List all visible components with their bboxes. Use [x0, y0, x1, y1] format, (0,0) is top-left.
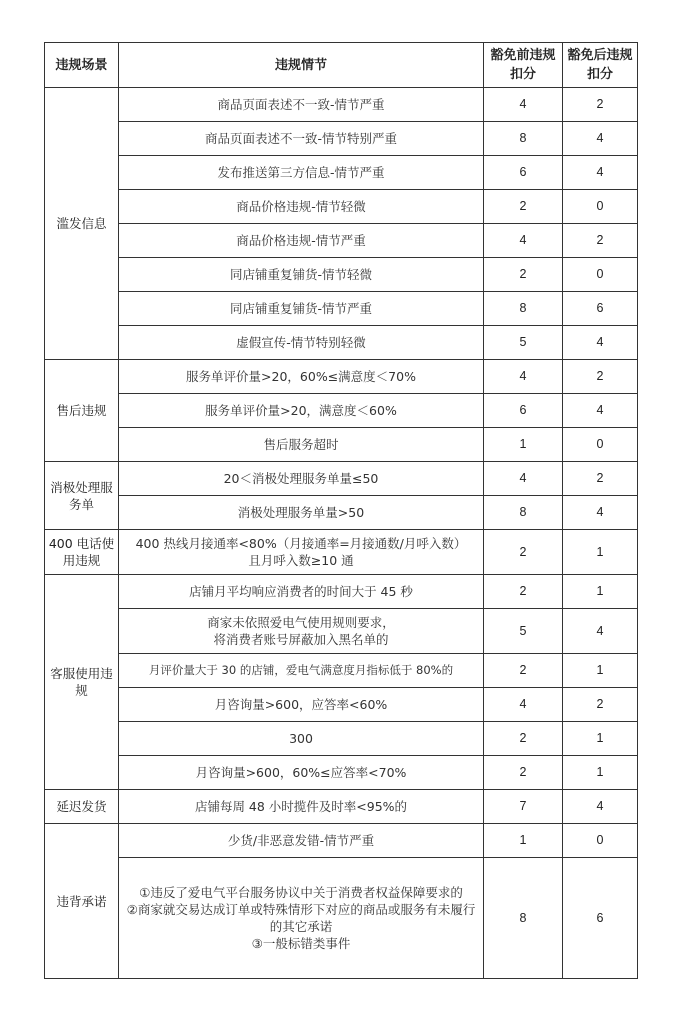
after-score: 6: [563, 292, 638, 326]
scene-cell: 400 电话使用违规: [45, 530, 119, 575]
before-score: 1: [484, 428, 563, 462]
detail-cell: 20＜消极处理服务单量≤50: [119, 462, 484, 496]
table-row: [45, 756, 638, 790]
detail-cell: 虚假宣传-情节特别轻微: [119, 326, 484, 360]
detail-cell: 店铺月平均响应消费者的时间大于 45 秒: [119, 575, 484, 609]
detail-cell: 月咨询量>600，60%≤应答率<70%: [119, 756, 484, 790]
before-score: 6: [484, 156, 563, 190]
after-score: 2: [563, 88, 638, 122]
table-row: [45, 496, 638, 530]
detail-cell: 服务单评价量>20，60%≤满意度＜70%: [119, 360, 484, 394]
table-row: [45, 122, 638, 156]
detail-cell: 300: [119, 722, 484, 756]
after-score: 0: [563, 428, 638, 462]
before-score: 2: [484, 722, 563, 756]
detail-cell: 月评价量大于 30 的店铺，爱电气满意度月指标低于 80%的: [119, 654, 484, 688]
after-score: 6: [563, 858, 638, 979]
after-score: 0: [563, 824, 638, 858]
detail-cell: 少货/非恶意发错-情节严重: [119, 824, 484, 858]
header-before: 豁免前违规扣分: [484, 43, 563, 88]
detail-cell: 同店铺重复铺货-情节严重: [119, 292, 484, 326]
before-score: 2: [484, 756, 563, 790]
table-row: [45, 326, 638, 360]
header-row: [45, 43, 638, 88]
detail-cell: 商品页面表述不一致-情节严重: [119, 88, 484, 122]
table-row: [45, 530, 638, 575]
after-score: 4: [563, 326, 638, 360]
detail-line: 400 热线月接通率<80%（月接通率=月接通数/月呼入数）: [135, 536, 467, 551]
before-score: 8: [484, 496, 563, 530]
scene-cell: 消极处理服务单: [45, 462, 119, 530]
before-score: 4: [484, 224, 563, 258]
detail-line: 且月呼入数≥10 通: [248, 553, 354, 568]
detail-cell: 店铺每周 48 小时揽件及时率<95%的: [119, 790, 484, 824]
after-score: 1: [563, 722, 638, 756]
before-score: 2: [484, 575, 563, 609]
table-row: [45, 360, 638, 394]
detail-cell: 商品页面表述不一致-情节特别严重: [119, 122, 484, 156]
scene-cell: 延迟发货: [45, 790, 119, 824]
detail-cell: 商品价格违规-情节严重: [119, 224, 484, 258]
before-score: 4: [484, 88, 563, 122]
scene-cell: 客服使用违规: [45, 575, 119, 790]
after-score: 1: [563, 575, 638, 609]
before-score: 2: [484, 530, 563, 575]
after-score: 1: [563, 530, 638, 575]
table-row: [45, 722, 638, 756]
table-row: [45, 190, 638, 224]
before-score: 2: [484, 654, 563, 688]
scene-cell: 售后违规: [45, 360, 119, 462]
table-row: [45, 428, 638, 462]
detail-line: 商家未依照爱电气使用规则要求，: [207, 615, 395, 630]
table-row: [45, 575, 638, 609]
after-score: 2: [563, 360, 638, 394]
before-score: 8: [484, 292, 563, 326]
scene-cell: 违背承诺: [45, 824, 119, 979]
detail-line: 将消费者账号屏蔽加入黑名单的: [213, 632, 389, 647]
before-score: 4: [484, 462, 563, 496]
before-score: 8: [484, 858, 563, 979]
table-row: [45, 462, 638, 496]
table-row: [45, 824, 638, 858]
before-score: 5: [484, 609, 563, 654]
detail-cell: [119, 530, 484, 575]
before-score: 1: [484, 824, 563, 858]
after-score: 2: [563, 224, 638, 258]
before-score: 4: [484, 688, 563, 722]
detail-line: ③一般标错类事件: [251, 936, 351, 951]
penalty-table: [44, 42, 638, 979]
detail-line: ①违反了爱电气平台服务协议中关于消费者权益保障要求的: [139, 885, 463, 900]
detail-line: ②商家就交易达成订单或特殊情形下对应的商品或服务有未履行的其它承诺: [126, 902, 476, 934]
after-score: 0: [563, 190, 638, 224]
before-score: 2: [484, 190, 563, 224]
detail-cell: 发布推送第三方信息-情节严重: [119, 156, 484, 190]
table-row: [45, 156, 638, 190]
after-score: 0: [563, 258, 638, 292]
scene-cell: 滥发信息: [45, 88, 119, 360]
table-row: [45, 292, 638, 326]
header-after: 豁免后违规扣分: [563, 43, 638, 88]
before-score: 5: [484, 326, 563, 360]
after-score: 4: [563, 394, 638, 428]
after-score: 4: [563, 156, 638, 190]
before-score: 7: [484, 790, 563, 824]
detail-cell: 同店铺重复铺货-情节轻微: [119, 258, 484, 292]
table-row: [45, 654, 638, 688]
detail-cell: [119, 858, 484, 979]
detail-cell: 商品价格违规-情节轻微: [119, 190, 484, 224]
header-detail: 违规情节: [119, 43, 484, 88]
table-row: [45, 394, 638, 428]
detail-cell: 月咨询量>600，应答率<60%: [119, 688, 484, 722]
detail-cell: 售后服务超时: [119, 428, 484, 462]
table-row: [45, 258, 638, 292]
before-score: 8: [484, 122, 563, 156]
after-score: 4: [563, 609, 638, 654]
after-score: 4: [563, 122, 638, 156]
detail-cell: 服务单评价量>20，满意度＜60%: [119, 394, 484, 428]
detail-cell: [119, 609, 484, 654]
before-score: 2: [484, 258, 563, 292]
table-row: [45, 688, 638, 722]
after-score: 2: [563, 462, 638, 496]
table-row: [45, 858, 638, 979]
table-row: [45, 88, 638, 122]
after-score: 4: [563, 790, 638, 824]
header-scene: 违规场景: [45, 43, 119, 88]
table-row: [45, 224, 638, 258]
before-score: 6: [484, 394, 563, 428]
before-score: 4: [484, 360, 563, 394]
after-score: 4: [563, 496, 638, 530]
after-score: 1: [563, 756, 638, 790]
detail-cell: 消极处理服务单量>50: [119, 496, 484, 530]
table-row: [45, 790, 638, 824]
table-row: [45, 609, 638, 654]
after-score: 1: [563, 654, 638, 688]
after-score: 2: [563, 688, 638, 722]
